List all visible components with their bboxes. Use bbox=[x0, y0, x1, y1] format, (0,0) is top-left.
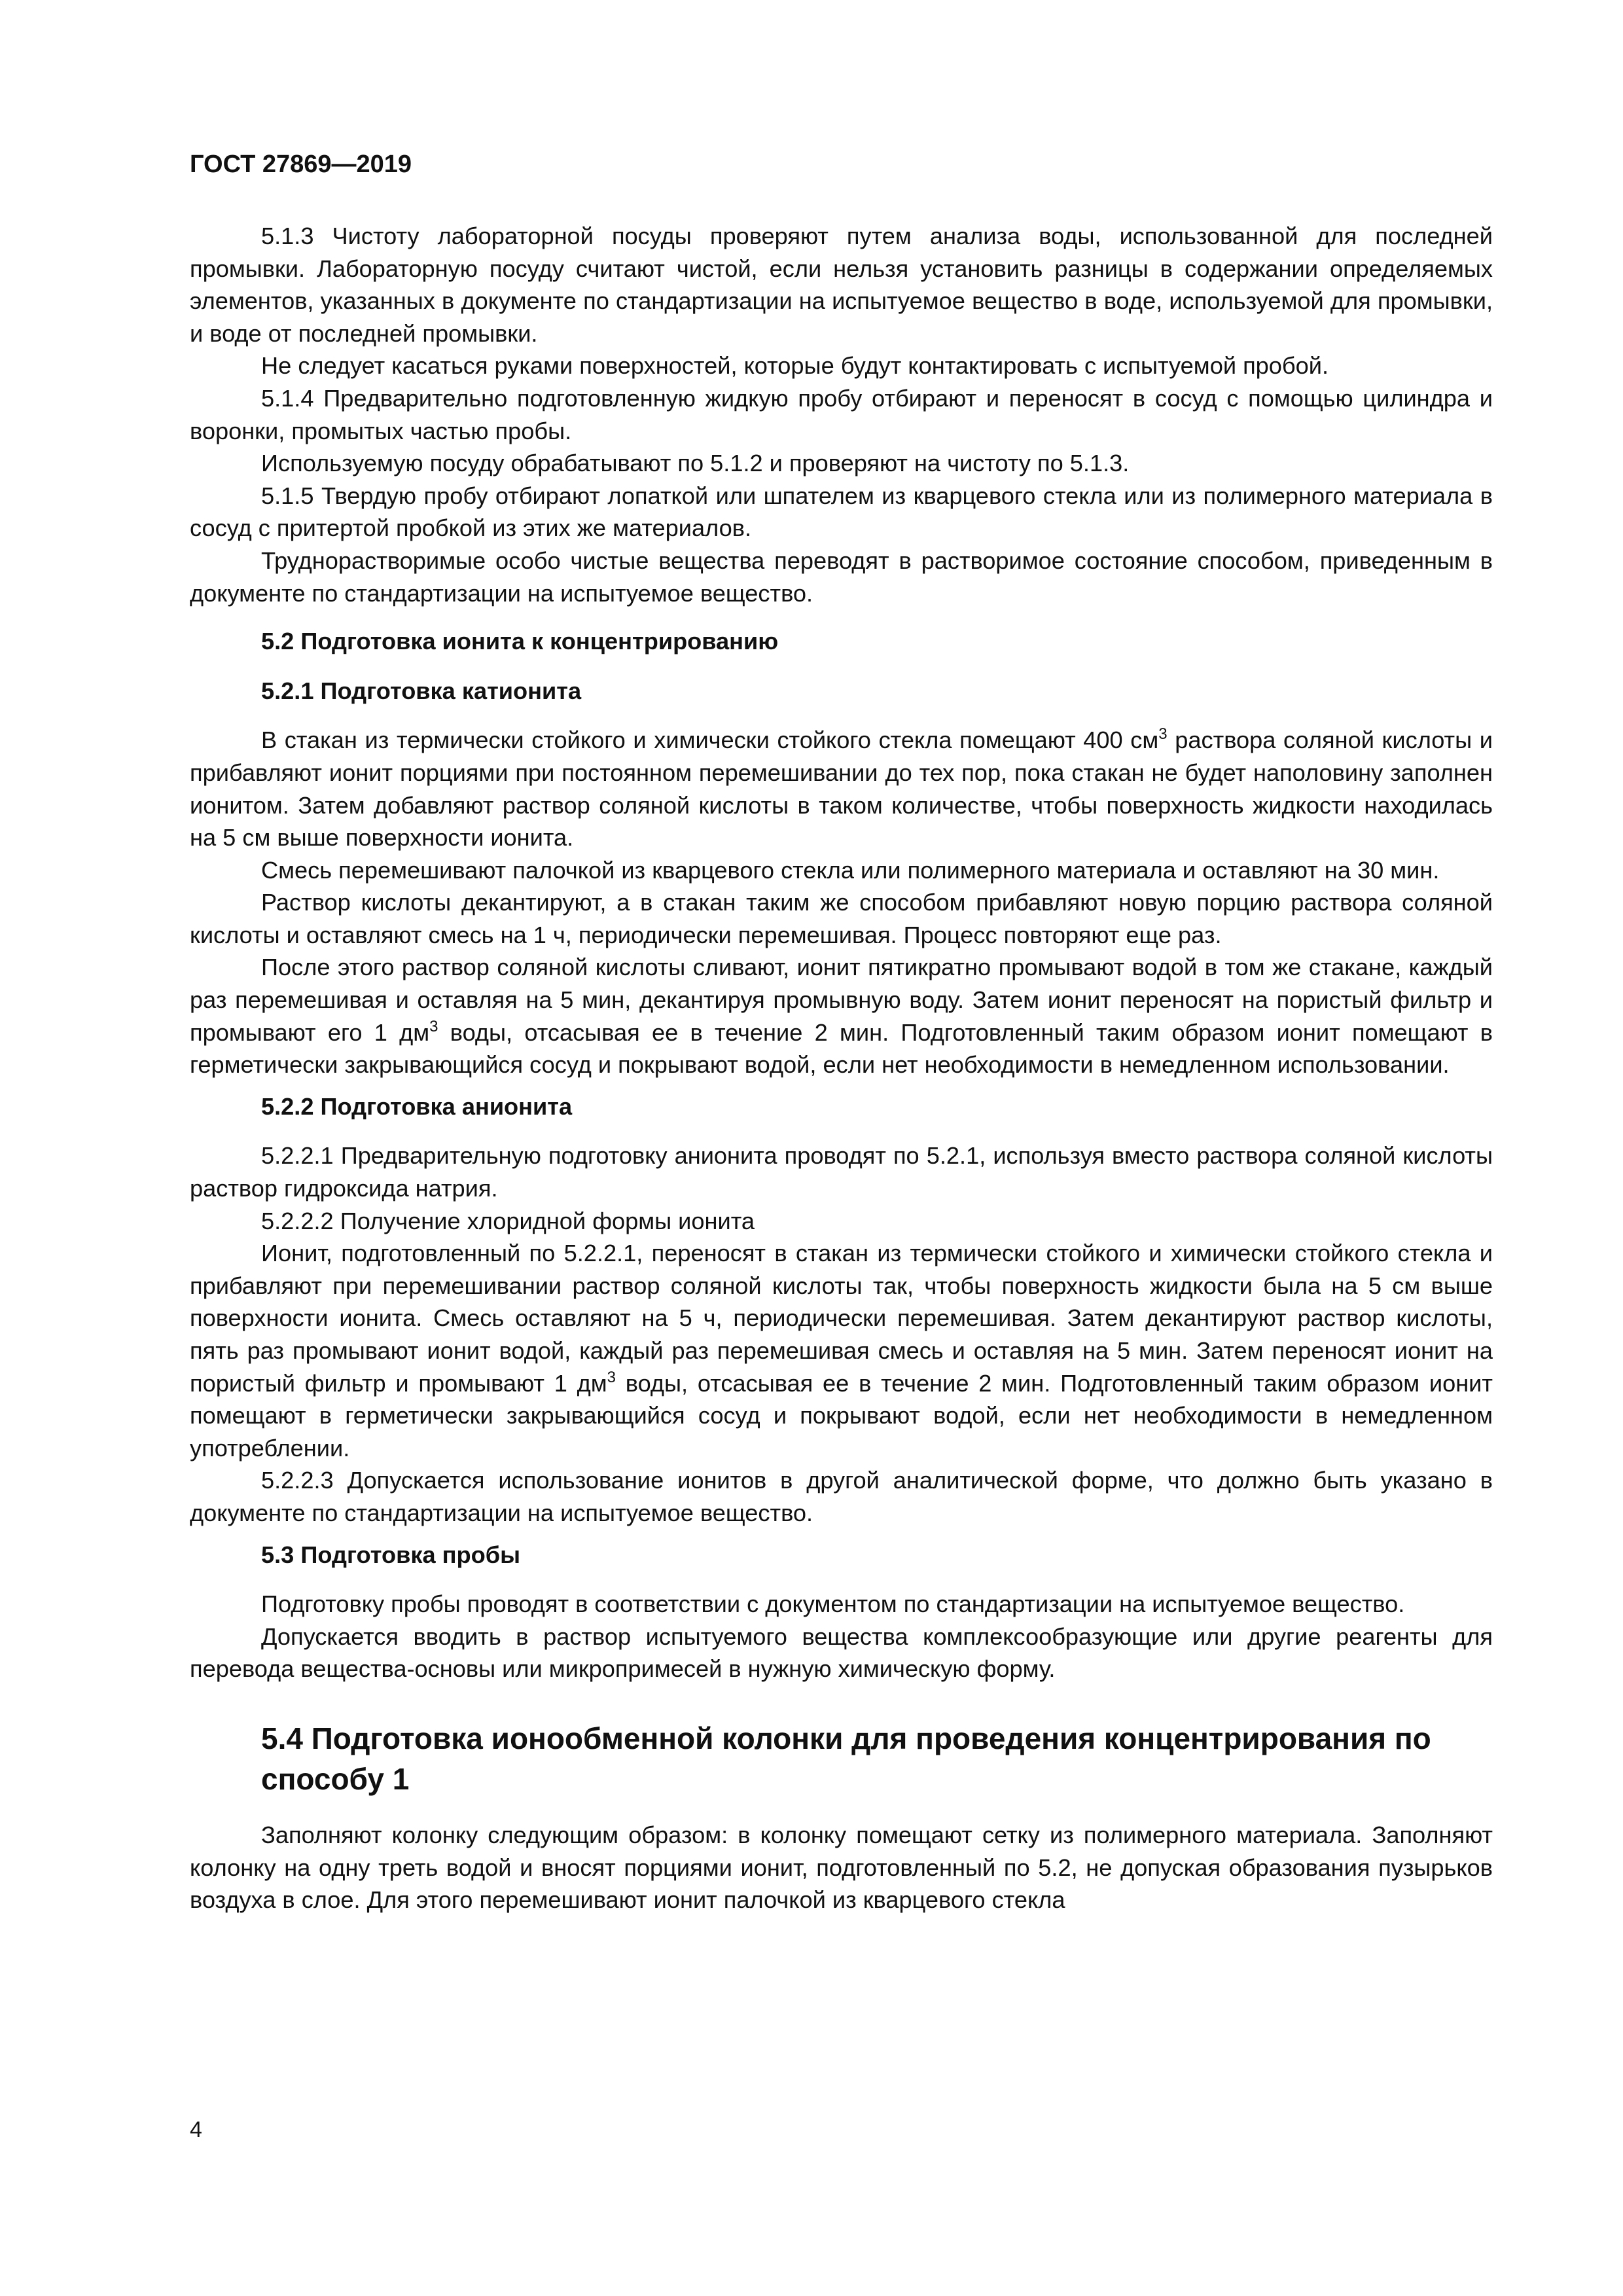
heading-5-4: 5.4 Подготовка ионообменной колонки для проведения концентрирования по способу 1 bbox=[261, 1721, 1431, 1796]
paragraph-insoluble-substances: Труднорастворимые особо чистые вещества переводят в растворимое состояние способом, приведенным в документе по стандартизации на испытуемое вещество. bbox=[190, 547, 1493, 607]
heading-5-2-2: 5.2.2 Подготовка анионита bbox=[261, 1092, 573, 1120]
paragraph-washing bbox=[190, 951, 1493, 1081]
page-number: 4 bbox=[190, 2117, 202, 2142]
text-run: раствора соляной кислоты и прибавляют ионит порциями при постоянном перемешивании до тех пор, пока стакан не будет наполовину заполнен ионитом. Затем добавляют раствор соляной кислоты в таком количестве, чтобы поверхность жидкости находилась на 5 см выше поверхности ионита. bbox=[190, 726, 1493, 852]
text-run: После этого раствор соляной кислоты сливают, ионит пятикратно промывают водой в том же стакане, каждый раз перемешивая и оставляя на 5 мин, декантируя промывную воду. Затем ионит переносят на пористый фильтр и промывают его 1 дм bbox=[190, 954, 1493, 1046]
paragraph-5-1-3: 5.1.3 Чистоту лабораторной посуды проверяют путем анализа воды, использованной для последней промывки. Лабораторную посуду считают чистой, если нельзя установить разницы в содержании определяемых элементов, указанных в документе по стандартизации на испытуемое вещество в воде, используемой для промывки, и воде от последней промывки. bbox=[190, 223, 1493, 347]
paragraph-stirring: Смесь перемешивают палочкой из кварцевого стекла или полимерного материала и оставляют на 30 мин. bbox=[261, 856, 1440, 884]
heading-5-2-1: 5.2.1 Подготовка катионита bbox=[261, 677, 582, 704]
paragraph-5-2-2-1: 5.2.2.1 Предварительную подготовку анионита проводят по 5.2.1, используя вместо раствора соляной кислоты раствор гидроксида натрия. bbox=[190, 1142, 1493, 1202]
heading-5-3: 5.3 Подготовка пробы bbox=[261, 1541, 520, 1568]
text-run: воды, отсасывая ее в течение 2 мин. Подготовленный таким образом ионит помещают в герметически закрывающийся сосуд и покрывают водой, если нет необходимости в немедленном употреблении. bbox=[190, 1369, 1493, 1462]
paragraph-chloride-form bbox=[190, 1237, 1493, 1464]
paragraph-5-2-2-2: 5.2.2.2 Получение хлоридной формы ионита bbox=[261, 1207, 755, 1234]
text-run: Ионит, подготовленный по 5.2.2.1, переносят в стакан из термически стойкого и химически стойкого стекла и прибавляют при перемешивании раствор соляной кислоты так, чтобы поверхность жидкости была на 5 см выше поверхности ионита. Смесь оставляют на 5 ч, периодически перемешивая. Затем декантируют раствор кислоты, пять раз промывают ионит водой, каждый раз перемешивая смесь и оставляя на 5 мин. Затем переносят ионит на пористый фильтр и промывают 1 дм bbox=[190, 1240, 1493, 1397]
paragraph-5-1-4: 5.1.4 Предварительно подготовленную жидкую пробу отбирают и переносят в сосуд с помощью цилиндра и воронки, промытых частью пробы. bbox=[190, 384, 1493, 444]
paragraph-no-touch: Не следует касаться руками поверхностей, которые будут контактировать с испытуемой пробой. bbox=[261, 352, 1329, 380]
paragraph-decanting: Раствор кислоты декантируют, а в стакан таким же способом прибавляют новую порцию раствора соляной кислоты и оставляют смесь на 1 ч, периодически перемешивая. Процесс повторяют еще раз. bbox=[190, 889, 1493, 948]
document-body bbox=[190, 220, 1493, 1916]
superscript: 3 bbox=[429, 1017, 438, 1035]
superscript: 3 bbox=[1158, 725, 1168, 744]
text-run: В стакан из термически стойкого и химически стойкого стекла помещают 400 см bbox=[261, 726, 1159, 754]
paragraph-vessel-treatment: Используемую посуду обрабатывают по 5.1.2 и проверяют на чистоту по 5.1.3. bbox=[261, 450, 1130, 477]
paragraph-cation-preparation bbox=[190, 724, 1493, 853]
paragraph-5-1-5: 5.1.5 Твердую пробу отбирают лопаткой или шпателем из кварцевого стекла или из полимерного материала в сосуд с притертой пробкой из этих же материалов. bbox=[190, 482, 1493, 542]
paragraph-column-filling: Заполняют колонку следующим образом: в колонку помещают сетку из полимерного материала. Заполняют колонку на одну треть водой и вносят порциями ионит, подготовленный по 5.2, не допуская образования пузырьков воздуха в слое. Для этого перемешивают ионит палочкой из кварцевого стекла bbox=[190, 1821, 1493, 1914]
paragraph-sample-preparation: Подготовку пробы проводят в соответствии с документом по стандартизации на испытуемое вещество. bbox=[261, 1590, 1405, 1618]
superscript: 3 bbox=[607, 1368, 616, 1386]
heading-5-2: 5.2 Подготовка ионита к концентрированию bbox=[261, 628, 779, 655]
paragraph-5-2-2-3: 5.2.2.3 Допускается использование ионитов в другой аналитической форме, что должно быть указано в документе по стандартизации на испытуемое вещество. bbox=[190, 1467, 1493, 1526]
text-run: воды, отсасывая ее в течение 2 мин. Подготовленный таким образом ионит помещают в герметически закрывающийся сосуд и покрывают водой, если нет необходимости в немедленном использовании. bbox=[190, 1018, 1493, 1079]
paragraph-complexing-reagents: Допускается вводить в раствор испытуемого вещества комплексообразующие или другие реагенты для перевода вещества-основы или микропримесей в нужную химическую форму. bbox=[190, 1623, 1493, 1683]
document-code-header: ГОСТ 27869—2019 bbox=[190, 151, 412, 178]
